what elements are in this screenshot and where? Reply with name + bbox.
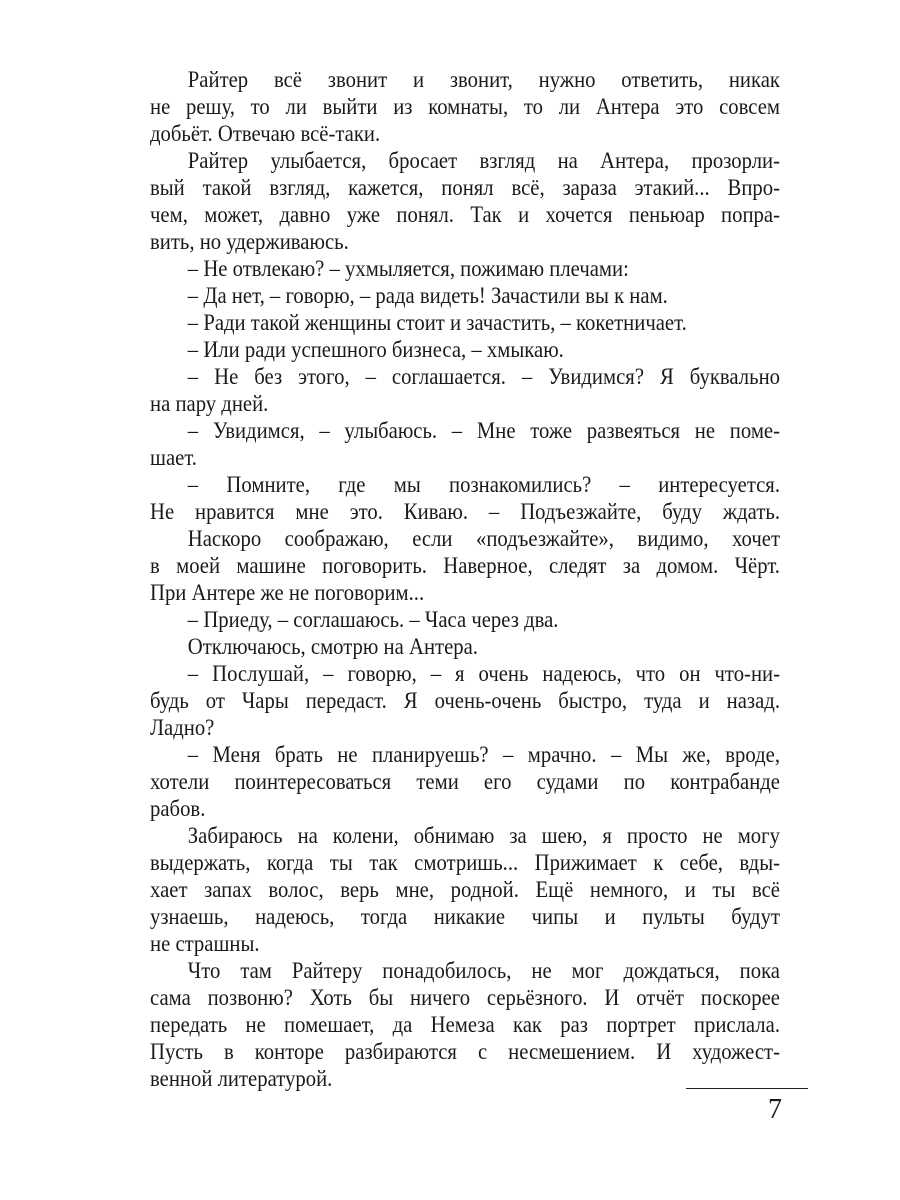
text-line: – Не без этого, – соглашается. – Увидимся? Я буквально — [187, 364, 781, 389]
paragraph — [150, 606, 780, 633]
text-line: – Да нет, – говорю, – рада видеть! Зачастили вы к нам. — [187, 283, 668, 308]
paragraph — [150, 147, 780, 255]
paragraph — [150, 957, 780, 1092]
text-line: венной литературой. — [150, 1066, 333, 1091]
text-line: Райтер всё звонит и звонит, нужно ответить, никак — [187, 67, 781, 92]
text-line: в моей машине поговорить. Наверное, следят за домом. Чёрт. — [150, 553, 780, 578]
text-line: Райтер улыбается, бросает взгляд на Антера, прозорли- — [187, 148, 781, 173]
text-line: – Помните, где мы познакомились? – интересуется. — [187, 472, 781, 497]
text-line: Ладно? — [150, 715, 215, 740]
paragraph — [150, 741, 780, 822]
paragraph — [150, 336, 780, 363]
text-line: добьёт. Отвечаю всё-таки. — [150, 121, 381, 146]
text-line: – Приеду, – соглашаюсь. – Часа через два. — [187, 607, 559, 632]
paragraph — [150, 363, 780, 417]
text-line: – Ради такой женщины стоит и зачастить, – кокетничает. — [187, 310, 687, 335]
page-number: 7 — [768, 1094, 782, 1125]
paragraph — [150, 66, 780, 147]
text-line: на пару дней. — [150, 391, 269, 416]
text-line: не решу, то ли выйти из комнаты, то ли Антера это совсем — [150, 94, 780, 119]
text-line: Что там Райтеру понадобилось, не мог дождаться, пока — [187, 958, 781, 983]
text-line: Не нравится мне это. Киваю. – Подъезжайте, буду ждать. — [150, 499, 780, 524]
text-line: Наскоро соображаю, если «подъезжайте», видимо, хочет — [187, 526, 781, 551]
text-line: вить, но удерживаюсь. — [150, 229, 349, 254]
paragraph — [150, 822, 780, 957]
paragraph — [150, 282, 780, 309]
text-line: сама позвоню? Хоть бы ничего серьёзного. И отчёт поскорее — [150, 985, 780, 1010]
text-line: вый такой взгляд, кажется, понял всё, зараза этакий... Впро- — [150, 175, 780, 200]
text-line: хотели поинтересоваться теми его судами по контрабанде — [150, 769, 780, 794]
paragraph — [150, 525, 780, 606]
text-line: – Меня брать не планируешь? – мрачно. – Мы же, вроде, — [187, 742, 781, 767]
text-line: Отключаюсь, смотрю на Антера. — [187, 634, 478, 659]
text-line: При Антере же не поговорим... — [150, 580, 425, 605]
footer-rule — [686, 1088, 808, 1089]
text-line: – Не отвлекаю? – ухмыляется, пожимаю плечами: — [187, 256, 629, 281]
text-line: чем, может, давно уже понял. Так и хочется пеньюар попра- — [150, 202, 780, 227]
text-line: – Послушай, – говорю, – я очень надеюсь, что он что-ни- — [187, 661, 781, 686]
text-line: узнаешь, надеюсь, тогда никакие чипы и пульты будут — [150, 904, 780, 929]
body-text — [150, 66, 780, 1092]
text-line: Пусть в конторе разбираются с несмешением. И художест- — [150, 1039, 780, 1064]
paragraph — [150, 471, 780, 525]
paragraph — [150, 255, 780, 282]
text-line: рабов. — [150, 796, 206, 821]
text-line: Забираюсь на колени, обнимаю за шею, я просто не могу — [187, 823, 781, 848]
paragraph — [150, 417, 780, 471]
text-line: выдержать, когда ты так смотришь... Прижимает к себе, вды- — [150, 850, 780, 875]
paragraph — [150, 633, 780, 660]
text-line: не страшны. — [150, 931, 260, 956]
paragraph — [150, 309, 780, 336]
text-line: шает. — [150, 445, 197, 470]
text-line: – Увидимся, – улыбаюсь. – Мне тоже развеяться не поме- — [187, 418, 781, 443]
text-line: хает запах волос, верь мне, родной. Ещё немного, и ты всё — [150, 877, 780, 902]
paragraph — [150, 660, 780, 741]
text-line: будь от Чары передаст. Я очень-очень быстро, туда и назад. — [150, 688, 780, 713]
text-line: передать не помешает, да Немеза как раз портрет прислала. — [150, 1012, 780, 1037]
text-line: – Или ради успешного бизнеса, – хмыкаю. — [187, 337, 564, 362]
